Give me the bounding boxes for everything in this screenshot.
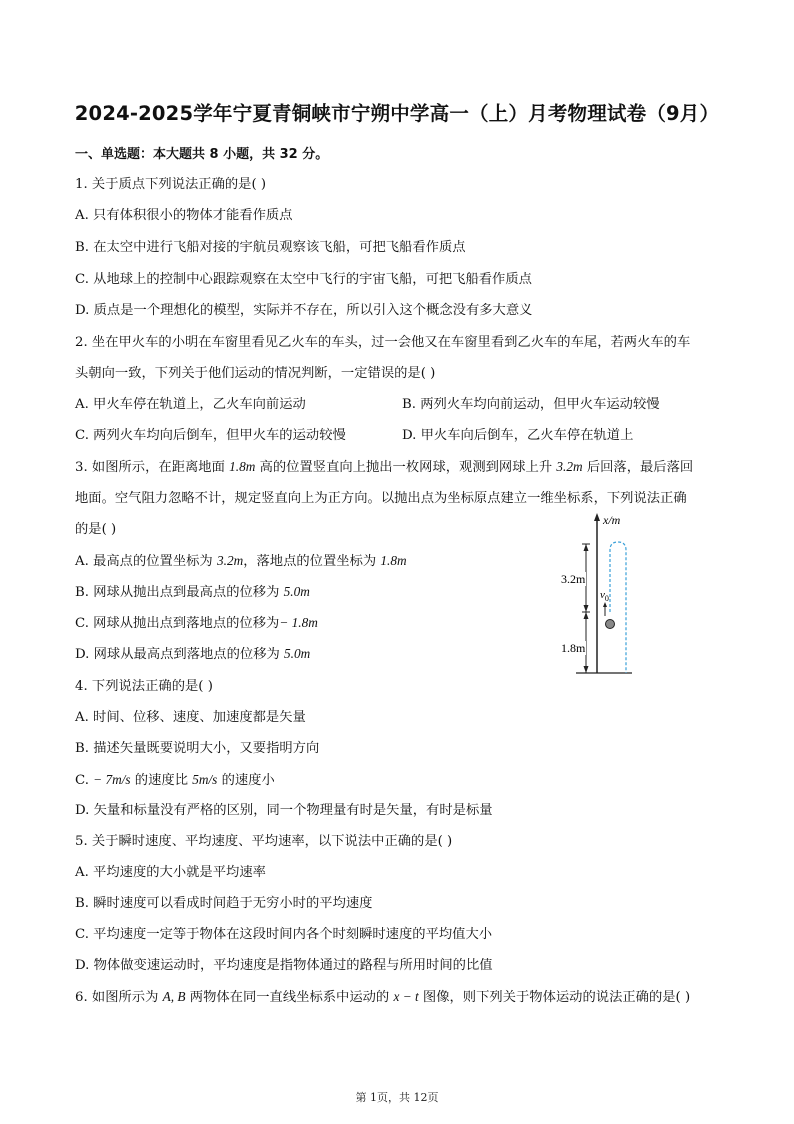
q1-option-b: B. 在太空中进行飞船对接的宇航员观察该飞船，可把飞船看作质点 <box>75 240 466 255</box>
ball-icon <box>606 620 615 629</box>
q6-objects: A, B <box>162 989 186 1004</box>
q3-stem-text: 3. 如图所示，在距离地面 <box>75 460 225 475</box>
q3-option-d-text: D. 网球从最高点到落地点的位移为 <box>75 647 280 662</box>
q1-option-a: A. 只有体积很小的物体才能看作质点 <box>75 208 293 223</box>
q3-option-c-text: C. 网球从抛出点到落地点的位移为 <box>75 616 280 631</box>
q6-stem-text: 图像，则下列关于物体运动的说法正确的是( ) <box>422 990 691 1005</box>
q3-stem-line3: 的是( ) <box>75 522 117 537</box>
q1-stem: 1. 关于质点下列说法正确的是( ) <box>75 177 267 192</box>
q3-option-a-text: ，落地点的位置坐标为 <box>243 554 377 569</box>
q3-option-c <box>75 614 318 633</box>
q5-stem: 5. 关于瞬时速度、平均速度、平均速率，以下说法中正确的是( ) <box>75 834 453 849</box>
q3-height-value: 1.8m <box>229 459 256 474</box>
q3-option-a <box>75 552 407 571</box>
q4-option-b: B. 描述矢量既要说明大小，又要指明方向 <box>75 741 320 756</box>
q3-option-d-value: 5.0m <box>284 646 311 661</box>
q5-option-a: A. 平均速度的大小就是平均速率 <box>75 865 266 880</box>
q3-option-b <box>75 583 310 602</box>
velocity-symbol: v <box>600 589 605 601</box>
x-axis-label: x/m <box>603 513 621 527</box>
q2-option-d: D. 甲火车向后倒车，乙火车停在轨道上 <box>402 428 634 443</box>
q1-option-d: D. 质点是一个理想化的模型，实际并不存在，所以引入这个概念没有多大意义 <box>75 303 533 318</box>
q3-stem-line2: 地面。空气阻力忽略不计，规定竖直向上为正方向。以抛出点为坐标原点建立一维坐标系，下列说法正确 <box>75 491 687 506</box>
q6-stem-text: 两物体在同一直线坐标系中运动的 <box>189 990 390 1005</box>
q3-option-c-value: − 1.8m <box>279 615 318 630</box>
q1-option-c: C. 从地球上的控制中心跟踪观察在太空中飞行的宇宙飞船，可把飞船看作质点 <box>75 272 532 287</box>
q6-graph-type: x − t <box>393 989 419 1004</box>
arrow-down-icon <box>584 666 589 673</box>
q3-option-a-text: A. 最高点的位置坐标为 <box>75 554 213 569</box>
q2-option-b: B. 两列火车均向前运动，但甲火车运动较慢 <box>402 397 660 412</box>
q2-stem-line2: 头朝向一致，下列关于他们运动的情况判断，一定错误的是( ) <box>75 366 436 381</box>
q3-rise-value: 3.2m <box>556 459 583 474</box>
exam-title: 2024-2025学年宁夏青铜峡市宁朔中学高一（上）月考物理试卷（9月） <box>74 102 720 125</box>
q4-stem: 4. 下列说法正确的是( ) <box>75 679 213 694</box>
q3-figure <box>560 510 650 680</box>
q4-option-c-text: 的速度小 <box>217 773 275 788</box>
q4-option-c-value: 5m/s <box>192 772 218 787</box>
q3-option-b-value: 5.0m <box>283 584 310 599</box>
q6-stem <box>75 988 690 1007</box>
q3-stem-text: 高的位置竖直向上抛出一枚网球，观测到网球上升 <box>259 460 553 475</box>
q5-option-d: D. 物体做变速运动时，平均速度是指物体通过的路程与所用时间的比值 <box>75 958 493 973</box>
q2-option-a: A. 甲火车停在轨道上，乙火车向前运动 <box>75 397 306 412</box>
q5-option-b: B. 瞬时速度可以看成时间趋于无穷小时的平均速度 <box>75 896 373 911</box>
velocity-label <box>600 589 609 603</box>
q4-option-d: D. 矢量和标量没有严格的区别，同一个物理量有时是矢量，有时是标量 <box>75 803 493 818</box>
trajectory-path <box>610 542 626 673</box>
q3-option-b-text: B. 网球从抛出点到最高点的位移为 <box>75 585 280 600</box>
arrow-down-icon <box>584 605 589 612</box>
page-footer: 第 1页，共 12页 <box>355 1091 439 1104</box>
q3-stem-line1 <box>75 458 693 477</box>
q2-stem-line1: 2. 坐在甲火车的小明在车窗里看见乙火车的车头，过一会他又在车窗里看到乙火车的车尾，若两火车的车 <box>75 335 691 350</box>
q3-option-a-value: 1.8m <box>380 553 407 568</box>
q3-stem-text: 后回落，最后落回 <box>586 460 694 475</box>
x-axis-arrow-icon <box>594 513 600 521</box>
lower-distance-label: 1.8m <box>561 641 586 655</box>
q3-option-a-value: 3.2m <box>216 553 244 568</box>
q4-option-c-text: 的速度比 <box>130 773 193 788</box>
q6-stem-text: 6. 如图所示为 <box>75 990 159 1005</box>
q2-option-c: C. 两列火车均向后倒车，但甲火车的运动较慢 <box>75 428 346 443</box>
section-heading: 一、单选题：本大题共 8 小题，共 32 分。 <box>75 147 329 162</box>
velocity-subscript: 0 <box>604 594 609 603</box>
q4-option-c-text: C. <box>75 773 94 788</box>
q5-option-c: C. 平均速度一定等于物体在这段时间内各个时刻瞬时速度的平均值大小 <box>75 927 493 942</box>
q4-option-c <box>75 771 275 790</box>
upper-distance-label: 3.2m <box>561 572 586 586</box>
arrow-up-icon <box>584 544 589 551</box>
q4-option-a: A. 时间、位移、速度、加速度都是矢量 <box>75 710 306 725</box>
q3-option-d <box>75 645 310 664</box>
arrow-up-icon <box>584 612 589 619</box>
q4-option-c-value: − 7m/s <box>93 772 131 787</box>
